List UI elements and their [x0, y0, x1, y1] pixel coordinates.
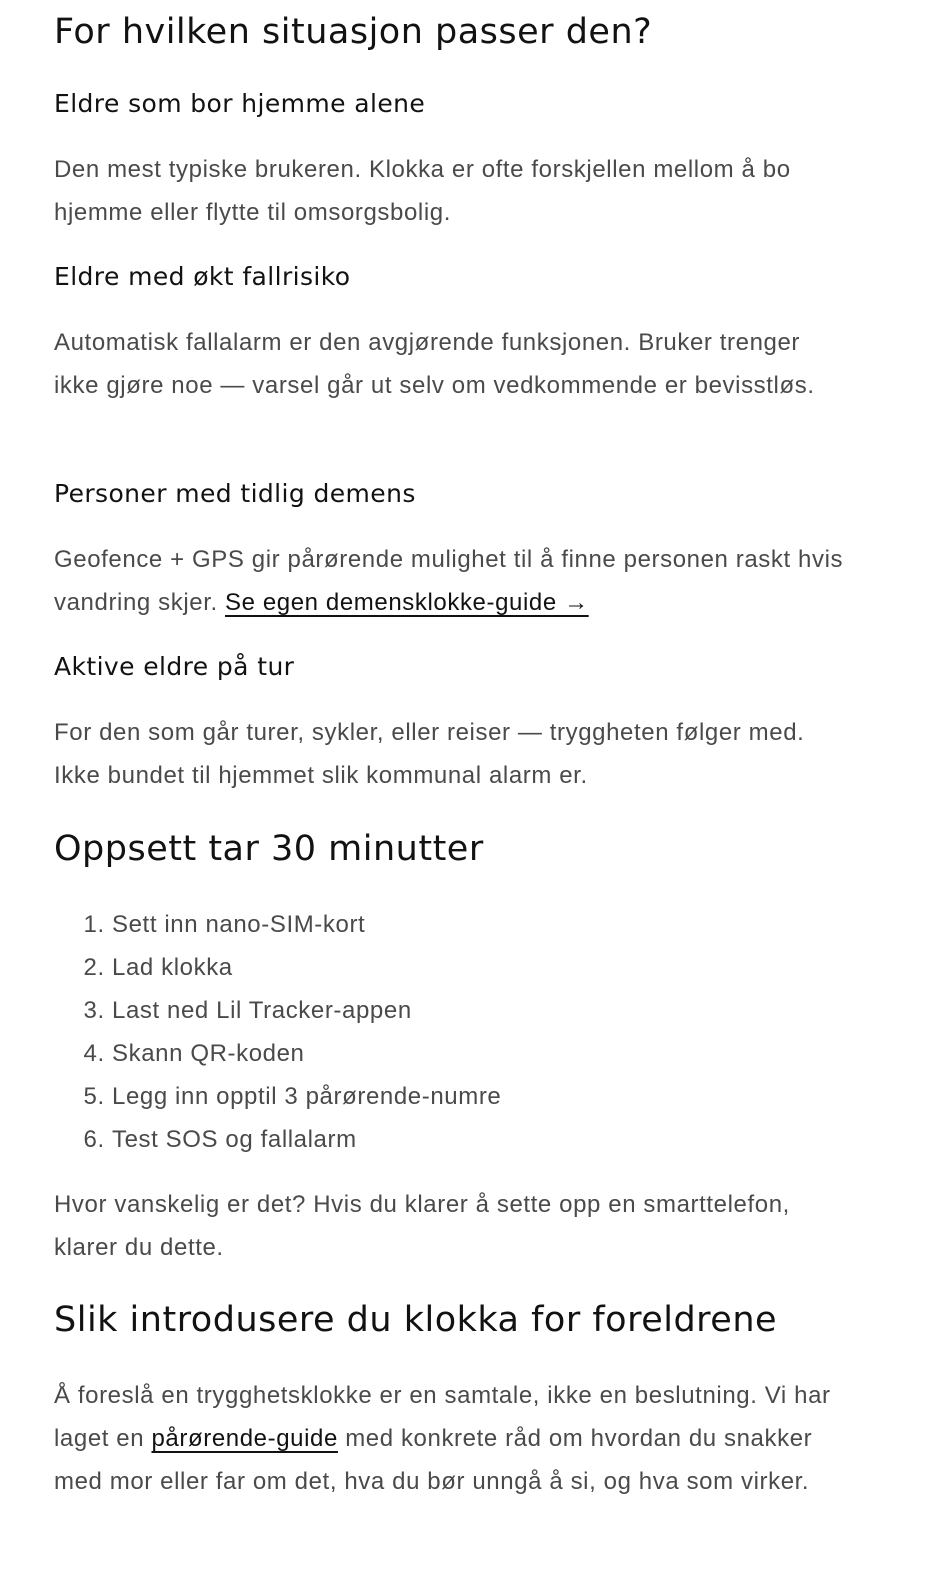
- case-text-dementia-body: Geofence + GPS gir pårørende mulighet til å finne personen raskt hvis vandring skjer.: [54, 546, 844, 616]
- setup-step: 3. Last ned Lil Tracker-appen: [112, 989, 892, 1032]
- intro-text-after: med konkrete råd om hvordan du snakker med mor eller far om det, hva du bør unngå å si, og hva som virker.: [54, 1425, 813, 1495]
- intro-text: [54, 1374, 844, 1503]
- relatives-guide-link[interactable]: pårørende-guide: [151, 1425, 338, 1452]
- case-title-dementia: Personer med tidlig demens: [54, 479, 416, 508]
- setup-steps-list: [54, 903, 892, 1161]
- case-text-active: For den som går turer, sykler, eller reiser — tryggheten følger med. Ikke bundet til hjemmet slik kommunal alarm er.: [54, 719, 805, 789]
- setup-step: 1. Sett inn nano-SIM-kort: [112, 903, 892, 946]
- case-title-alone: Eldre som bor hjemme alene: [54, 89, 426, 118]
- intro-text-before: Å foreslå en trygghetsklokke er en samtale, ikke en beslutning. Vi har laget en: [54, 1382, 831, 1452]
- heading-intro: Slik introdusere du klokka for foreldrene: [54, 1300, 778, 1340]
- setup-note: Hvor vanskelig er det? Hvis du klarer å sette opp en smarttelefon, klarer du dette.: [54, 1191, 790, 1261]
- case-title-fall-risk: Eldre med økt fallrisiko: [54, 262, 351, 291]
- case-text-fall-risk: Automatisk fallalarm er den avgjørende funksjonen. Bruker trenger ikke gjøre noe — varsel går ut selv om vedkommende er bevisstløs.: [54, 329, 815, 399]
- case-title-active: Aktive eldre på tur: [54, 652, 295, 681]
- heading-situations: For hvilken situasjon passer den?: [54, 12, 653, 52]
- heading-setup: Oppsett tar 30 minutter: [54, 829, 484, 869]
- setup-step: 5. Legg inn opptil 3 pårørende-numre: [112, 1075, 892, 1118]
- dementia-guide-link[interactable]: Se egen demensklokke-guide →: [225, 589, 589, 616]
- setup-step: 2. Lad klokka: [112, 946, 892, 989]
- setup-step: 6. Test SOS og fallalarm: [112, 1118, 892, 1161]
- setup-step: 4. Skann QR-koden: [112, 1032, 892, 1075]
- case-text-dementia: [54, 538, 854, 624]
- case-text-alone: Den mest typiske brukeren. Klokka er ofte forskjellen mellom å bo hjemme eller flytte til omsorgsbolig.: [54, 156, 791, 226]
